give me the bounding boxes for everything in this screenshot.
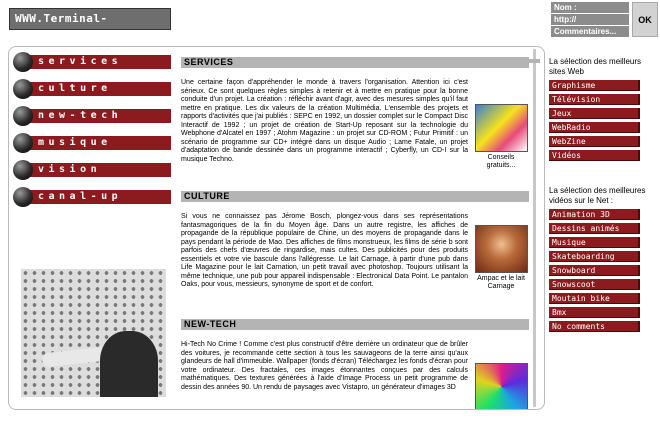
- thumbnail-caption: Ampac et le lait Carnage: [477, 275, 525, 290]
- nav-services[interactable]: [13, 53, 171, 71]
- video-link-musique[interactable]: Musique: [549, 237, 640, 248]
- name-field[interactable]: Nom :: [551, 2, 629, 13]
- nav-label: culture: [25, 82, 171, 96]
- nav-culture[interactable]: [13, 80, 171, 98]
- web-link-webradio[interactable]: WebRadio: [549, 122, 640, 133]
- nav-new-tech[interactable]: [13, 107, 171, 125]
- thumbnail-caption: Conseils gratuits...: [486, 154, 516, 169]
- section-text: Si vous ne connaissez pas Jérome Bosch, plongez-vous dans ses représentations fantasmagoriques de la fin du Moyen âge. Dans un autre registre, les affiches de propagande de la république populaire de Chine, un des moyens de propagande dans le pays pendant la période de Mao. Des affiches de films monstrueux, les films de série b sont parfois des chefs d'œuvres de ringardise, mais cultes. Des publicités pour des produits essentiels et votre vie bascule dans l'allégresse. Le lait Carnage, à partir d'une pub dans Life Magazine pour le lait Carnation, un petit travail avec photoshop. Toujours utilisant la même technique, une pub pour appareil indispensable : Electronical Data Point. Le pantalon Oaks, pour vous, messieurs, synonyme de sport et de confort.: [181, 213, 468, 288]
- scrollbar-track[interactable]: [533, 49, 536, 407]
- section-culture: [181, 191, 529, 311]
- video-link-bmx[interactable]: Bmx: [549, 307, 640, 318]
- sphere-icon: [13, 52, 33, 72]
- photo-figure: [100, 331, 158, 397]
- video-link-snowboard[interactable]: Snowboard: [549, 265, 640, 276]
- comments-field[interactable]: Commentaires...: [551, 26, 629, 37]
- sphere-icon: [13, 106, 33, 126]
- thumbnail-culture[interactable]: [473, 225, 529, 291]
- sphere-icon: [13, 133, 33, 153]
- video-link-skateboarding[interactable]: Skateboarding: [549, 251, 640, 262]
- video-link-animation-3d[interactable]: Animation 3D: [549, 209, 640, 220]
- video-link-moutain-bike[interactable]: Moutain bike: [549, 293, 640, 304]
- sphere-icon: [13, 160, 33, 180]
- web-link-webzine[interactable]: WebZine: [549, 136, 640, 147]
- nav-label: services: [25, 55, 171, 69]
- sphere-icon: [13, 79, 33, 99]
- nav-musique[interactable]: [13, 134, 171, 152]
- nav-label: vision: [25, 163, 171, 177]
- video-link-no-comments[interactable]: No comments: [549, 321, 640, 332]
- scrollbar[interactable]: [528, 49, 540, 407]
- nav-label: musique: [25, 136, 171, 150]
- web-link-television[interactable]: Télévision: [549, 94, 640, 105]
- nav-label: canal-up: [25, 190, 171, 204]
- decorative-photo: [21, 269, 166, 397]
- video-selection: [549, 186, 657, 332]
- thumbnail-new-tech[interactable]: [473, 363, 529, 410]
- web-link-jeux[interactable]: Jeux: [549, 108, 640, 119]
- section-services: [181, 57, 529, 167]
- fractal-image[interactable]: [475, 363, 528, 410]
- section-text: Hi-Tech No Crime ! Comme c'est plus constructif d'être derrière un ordinateur que de brûler des voitures, je recommande cette section à tous les sauvageons de la terre ainsi qu'aux glandeurs de hall d'immeuble. Wallpaper (fonds d'écran) Téléchargez les fonds d'écran pour votre ordinateur. Des fractales, ces images étonnantes conçues par des calculs mathématiques. Des textures générées à l'aide d'Image Process un petit programme de dessin des années 90. Un rendu de paysages avec Vistapro, un générateur d'images 3D: [181, 341, 468, 391]
- main-panel: [8, 46, 545, 410]
- section-title: SERVICES: [181, 57, 529, 68]
- video-link-snowscoot[interactable]: Snowscoot: [549, 279, 640, 290]
- ad-image[interactable]: [475, 225, 528, 273]
- web-link-videos[interactable]: Vidéos: [549, 150, 640, 161]
- scrollbar-thumb[interactable]: [528, 59, 540, 63]
- web-selection: [549, 57, 657, 161]
- section-title: NEW-TECH: [181, 319, 529, 330]
- sphere-icon: [13, 187, 33, 207]
- section-title: CULTURE: [181, 191, 529, 202]
- web-selection-label: La sélection des meilleurs sites Web: [549, 57, 642, 76]
- web-link-graphisme[interactable]: Graphisme: [549, 80, 640, 91]
- video-selection-label: La sélection des meilleures vidéos sur le Net :: [549, 186, 646, 205]
- nav-label: new-tech: [25, 109, 171, 123]
- ok-button[interactable]: OK: [632, 2, 658, 37]
- nav-vision[interactable]: [13, 161, 171, 179]
- site-logo[interactable]: WWW.Terminal-media.net: [9, 8, 171, 30]
- video-link-dessins-animes[interactable]: Dessins animés: [549, 223, 640, 234]
- nav-canal-up[interactable]: [13, 188, 171, 206]
- section-text: Une certaine façon d'appréhender le monde à travers l'organisation. Attention ici c'est sérieux. Ce sont quelques règles simples à retenir et à mettre en pratique pour la bonne conduite d'un projet. La création : réfléchir avant d'agir, avec des mesures simples qu'il faut mettre en pratique. Les dix valeurs de la création Multimédia. L'ensemble des projets et rapports d'activités que j'ai publiés : SEPC en 1992, un dossier complet sur le Compact Disc Interactif de 1992 ; un projet de création de Start-Up reposant sur la technologie du Webphone d'Alcatel en 1997 ; Atohm Magazine : un projet sur CD-ROM ; Futur Primitif : un scénario de programme sur CD+ intégré dans un disque Audio ; Lame Fatale, un projet d'adaptation de bande dessinée dans un programme interactif ; Cyberfly, un CD-I sur la musique Techno.: [181, 79, 468, 163]
- url-field[interactable]: http://: [551, 14, 629, 25]
- comic-image[interactable]: [475, 104, 528, 152]
- thumbnail-services[interactable]: [473, 104, 529, 170]
- section-new-tech: [181, 319, 529, 410]
